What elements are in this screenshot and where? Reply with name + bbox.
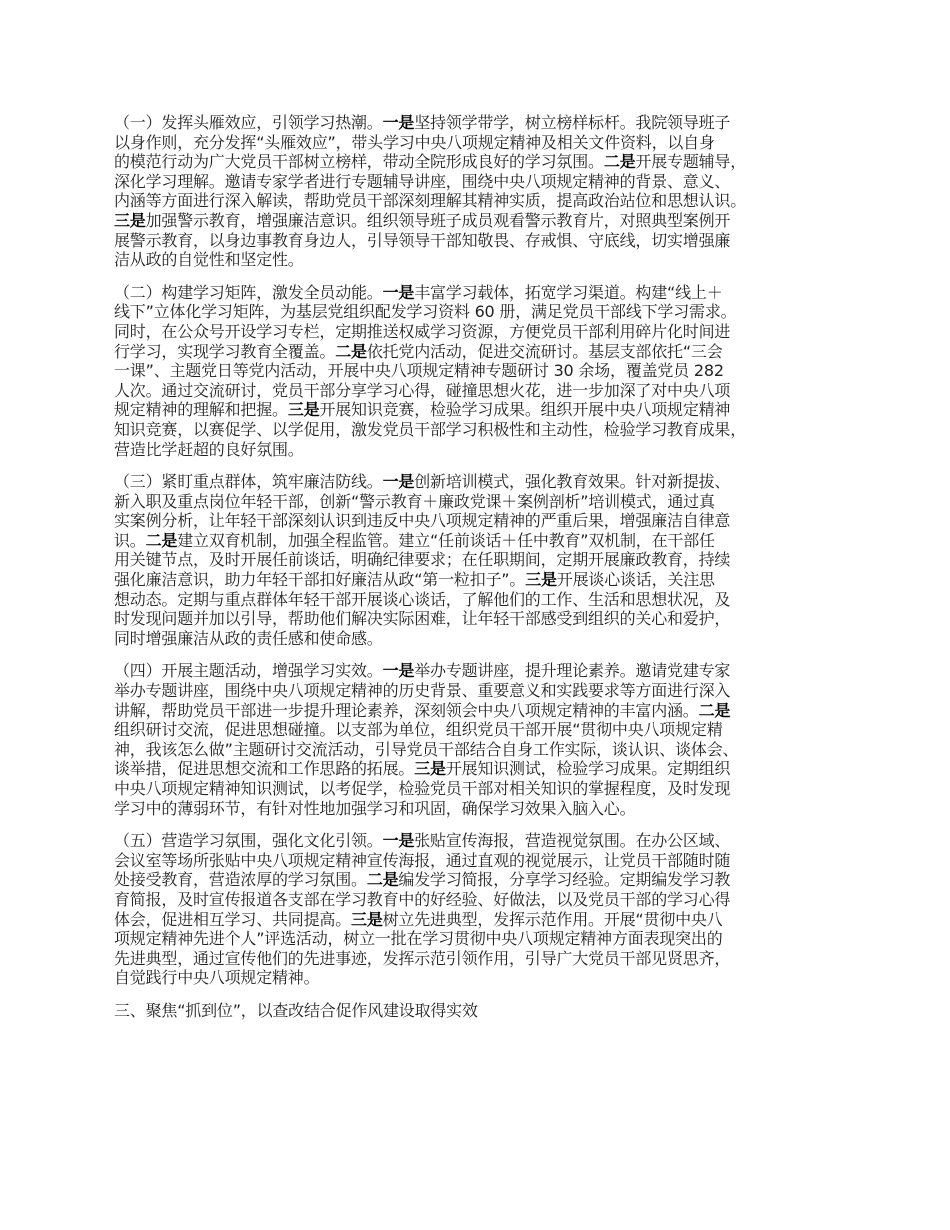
document-page xyxy=(114,113,854,1034)
text-run: 深化学习理解。邀请专家学者进行专题辅导讲座，围绕中央八项规定精神的背景、意义、 xyxy=(114,171,731,191)
text-line xyxy=(114,779,854,799)
text-line xyxy=(114,531,854,551)
emphasis-marker: 一是 xyxy=(382,282,415,302)
text-line xyxy=(114,440,854,460)
text-run: 组织研讨交流，促进思想碰撞。以支部为单位，组织党员干部开展“贯彻中央八项规定精 xyxy=(114,720,723,740)
emphasis-marker: 二是 xyxy=(145,530,178,550)
text-run: 编发学习简报，分享学习经验。定期编发学习教 xyxy=(398,870,731,890)
emphasis-marker: 二是 xyxy=(335,341,367,361)
text-line xyxy=(114,851,854,871)
text-run: 人次。通过交流研讨，党员干部分享学习心得，碰撞思想火花，进一步加深了对中央八项 xyxy=(114,380,731,400)
text-line xyxy=(114,550,854,570)
emphasis-marker: 三是 xyxy=(287,400,320,420)
emphasis-marker: 三是 xyxy=(351,909,383,929)
text-run: 谈举措，促进思想交流和工作思路的拓展。 xyxy=(114,759,415,779)
text-line xyxy=(114,492,854,512)
paragraph-section-1 xyxy=(114,113,854,270)
text-run: 自觉践行中央八项规定精神。 xyxy=(114,968,320,988)
text-run: 开展知识竞赛，检验学习成果。组织开展中央八项规定精神 xyxy=(319,400,731,420)
text-run: 展警示教育，以身边事教育身边人，引导领导干部知敬畏、存戒惧、守底线，切实增强廉 xyxy=(114,230,731,250)
text-line xyxy=(114,949,854,969)
text-line xyxy=(114,609,854,629)
text-run: 洁从政的自觉性和坚定性。 xyxy=(114,250,304,270)
text-line xyxy=(114,420,854,440)
text-run: （三）紧盯重点群体，筑牢廉洁防线。 xyxy=(114,472,383,492)
emphasis-marker: 三是 xyxy=(525,570,557,590)
text-line xyxy=(114,302,854,322)
text-run: 先进典型，通过宣传他们的先进事迹，发挥示范引领作用，引导广大党员干部见贤思齐， xyxy=(114,948,731,968)
text-line xyxy=(114,113,854,133)
text-line xyxy=(114,681,854,701)
text-run: 丰富学习载体，拓宽学习渠道。构建“线上＋ xyxy=(414,282,723,302)
text-line xyxy=(114,172,854,192)
text-run: 想动态。定期与重点群体年轻干部开展谈心谈话，了解他们的工作、生活和思想状况，及 xyxy=(114,589,731,609)
text-run: （二）构建学习矩阵，激发全员动能。 xyxy=(114,282,383,302)
text-run: 举办专题讲座，提升理论素养。邀请党建专家 xyxy=(414,661,731,681)
text-run: 同时增强廉洁从政的责任感和使命感。 xyxy=(114,628,383,648)
emphasis-marker: 一是 xyxy=(382,472,415,492)
text-run: 坚持领学带学，树立榜样标杆。我院领导班子 xyxy=(414,113,731,132)
text-line xyxy=(114,570,854,590)
text-run: 的模范行动为广大党员干部树立榜样，带动全院形成良好的学习氛围。 xyxy=(114,152,604,172)
text-line xyxy=(114,910,854,930)
text-run: 依托党内活动，促进交流研讨。基层支部依托“三会 xyxy=(366,341,723,361)
text-line xyxy=(114,1001,854,1021)
text-run: 营造比学赶超的良好氛围。 xyxy=(114,439,304,459)
text-run: 内涵等方面进行深入解读，帮助党员干部深刻理解其精神实质，提高政治站位和思想认识。 xyxy=(114,191,747,211)
text-line xyxy=(114,133,854,153)
text-run: 建立双育机制，加强全程监管。建立“任前谈话＋任中教育”双机制，在干部任 xyxy=(177,530,715,550)
paragraph-section-4 xyxy=(114,661,854,818)
text-run: 实案例分析，让年轻干部深刻认识到违反中央八项规定精神的严重后果，增强廉洁自律意 xyxy=(114,511,731,531)
text-line xyxy=(114,661,854,681)
text-line xyxy=(114,929,854,949)
text-line xyxy=(114,968,854,988)
text-line xyxy=(114,400,854,420)
text-run: 开展知识测试，检验学习成果。定期组织 xyxy=(445,759,731,779)
text-run: 处接受教育，营造浓厚的学习氛围。 xyxy=(114,870,367,890)
text-line xyxy=(114,870,854,890)
text-run: 行学习，实现学习教育全覆盖。 xyxy=(114,341,336,361)
text-run: 用关键节点，及时开展任前谈话，明确纪律要求；在任职期间，定期开展廉政教育，持续 xyxy=(114,550,731,570)
text-line xyxy=(114,831,854,851)
text-line xyxy=(114,720,854,740)
text-run: 时发现问题并加以引导，帮助他们解决实际困难，让年轻干部感受到组织的关心和爱护， xyxy=(114,609,731,629)
text-run: （五）营造学习氛围，强化文化引领。 xyxy=(114,831,383,851)
text-run: 以身作则，充分发挥“头雁效应”，带头学习中央八项规定精神及相关文件资料，以自身 xyxy=(114,132,715,152)
text-line xyxy=(114,322,854,342)
text-run: 讲解，帮助党员干部进一步提升理论素养，深刻领会中央八项规定精神的丰富内涵。 xyxy=(114,700,699,720)
text-line xyxy=(114,890,854,910)
text-line xyxy=(114,511,854,531)
paragraph-section-5 xyxy=(114,831,854,988)
text-run: 张贴宣传海报，营造视觉氛围。在办公区域、 xyxy=(414,831,731,851)
text-run: 中央八项规定精神知识测试，以考促学，检验党员干部对相关知识的掌握程度，及时发现 xyxy=(114,779,731,798)
text-line xyxy=(114,590,854,610)
text-run: 新入职及重点岗位年轻干部，创新“警示教育＋廉政党课＋案例剖析”培训模式，通过真 xyxy=(114,491,715,511)
text-run: 会议室等场所张贴中央八项规定精神宣传海报，通过直观的视觉展示，让党员干部随时随 xyxy=(114,850,731,870)
text-line xyxy=(114,191,854,211)
emphasis-marker: 三是 xyxy=(114,210,146,230)
text-run: 开展专题辅导， xyxy=(635,152,747,172)
text-run: 同时，在公众号开设学习专栏，定期推送权威学习资源，方便党员干部利用碎片化时间进 xyxy=(114,321,731,341)
text-run: 一课”、主题党日等党内活动，开展中央八项规定精神专题研讨 30 余场，覆盖党员 282 xyxy=(114,361,724,381)
text-line xyxy=(114,231,854,251)
text-run: （一）发挥头雁效应，引领学习热潮。 xyxy=(114,113,383,132)
text-run: 举办专题讲座，围绕中央八项规定精神的历史背景、重要意义和实践要求等方面进行深入 xyxy=(114,681,731,701)
text-line xyxy=(114,629,854,649)
text-run: 开展谈心谈话，关注思 xyxy=(556,570,715,590)
emphasis-marker: 二是 xyxy=(603,152,636,172)
emphasis-marker: 一是 xyxy=(382,831,415,851)
text-line xyxy=(114,361,854,381)
text-run: 识。 xyxy=(114,530,146,550)
text-line xyxy=(114,701,854,721)
paragraph-section-3 xyxy=(114,472,854,648)
text-run: 知识竞赛，以赛促学、以学促用，激发党员干部学习积极性和主动性，检验学习教育成果， xyxy=(114,419,747,439)
text-line xyxy=(114,152,854,172)
text-line xyxy=(114,472,854,492)
text-line xyxy=(114,799,854,819)
text-run: 神，我该怎么做”主题研讨交流活动，引导党员干部结合自身工作实际，谈认识、谈体会、 xyxy=(114,739,739,759)
text-line xyxy=(114,342,854,362)
text-run: 线下”立体化学习矩阵，为基层党组织配发学习资料 60 册，满足党员干部线下学习需求。 xyxy=(114,302,737,322)
emphasis-marker: 三是 xyxy=(414,759,446,779)
text-line xyxy=(114,283,854,303)
text-run: 树立先进典型，发挥示范作用。开展“贯彻中央八 xyxy=(382,909,723,929)
section-heading xyxy=(114,1001,854,1021)
text-run: 加强警示教育，增强廉洁意识。组织领导班子成员观看警示教育片，对照典型案例开 xyxy=(145,210,731,230)
paragraph-section-2 xyxy=(114,283,854,459)
emphasis-marker: 二是 xyxy=(366,870,399,890)
text-run: 项规定精神先进个人”评选活动，树立一批在学习贯彻中央八项规定精神方面表现突出的 xyxy=(114,929,723,949)
text-run: 三、聚焦“抓到位”，以查改结合促作风建设取得实效 xyxy=(114,1000,478,1020)
text-run: （四）开展主题活动，增强学习实效。 xyxy=(114,661,383,681)
text-run: 规定精神的理解和把握。 xyxy=(114,400,288,420)
text-line xyxy=(114,381,854,401)
text-run: 学习中的薄弱环节，有针对性地加强学习和巩固，确保学习效果入脑入心。 xyxy=(114,798,636,818)
emphasis-marker: 一是 xyxy=(382,113,415,132)
text-line xyxy=(114,211,854,231)
text-run: 创新培训模式，强化教育效果。针对新提拔、 xyxy=(414,472,731,492)
text-run: 强化廉洁意识，助力年轻干部扣好廉洁从政“第一粒扣子”。 xyxy=(114,570,526,590)
text-line xyxy=(114,250,854,270)
emphasis-marker: 一是 xyxy=(382,661,415,681)
text-line xyxy=(114,759,854,779)
emphasis-marker: 二是 xyxy=(698,700,731,720)
text-run: 育简报，及时宣传报道各支部在学习教育中的好经验、好做法，以及党员干部的学习心得 xyxy=(114,889,731,909)
text-run: 体会，促进相互学习、共同提高。 xyxy=(114,909,352,929)
text-line xyxy=(114,740,854,760)
